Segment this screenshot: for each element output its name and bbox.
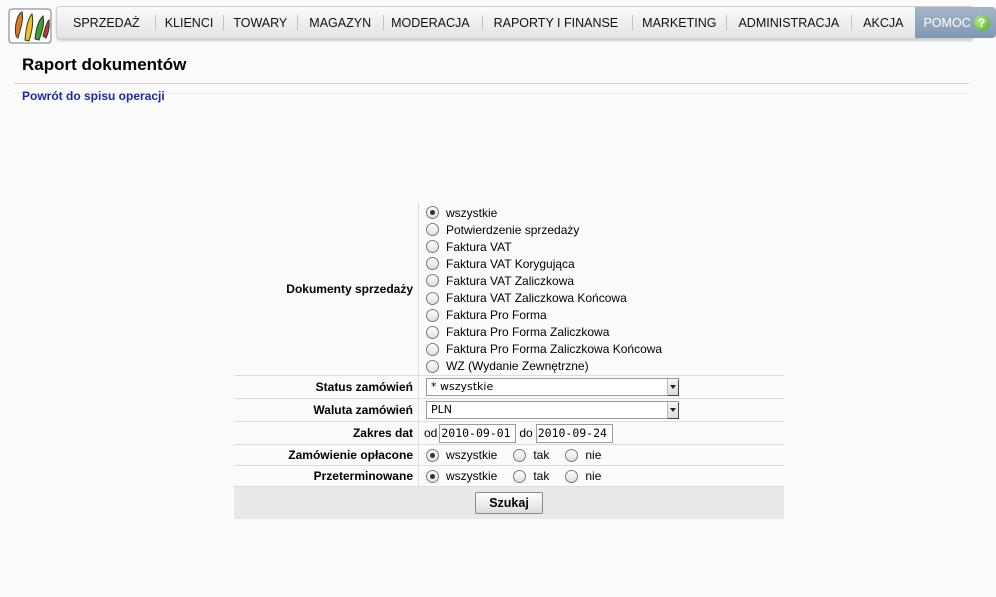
sales-doc-option[interactable] — [426, 221, 662, 238]
nav-item-marketing[interactable]: MARKETING — [632, 7, 726, 38]
nav-item-magazyn[interactable]: MAGAZYN — [297, 7, 383, 38]
sales-docs-radio-group — [426, 203, 662, 375]
radio-label: wszystkie — [446, 469, 498, 483]
radio-label: wszystkie — [446, 448, 498, 462]
sales-doc-option[interactable] — [426, 307, 662, 324]
sales-doc-option[interactable] — [426, 324, 662, 341]
question-mark-icon: ? — [974, 15, 990, 31]
paid-option[interactable] — [565, 448, 601, 462]
main-nav — [56, 6, 986, 39]
radio-label: Faktura VAT Zaliczkowa — [446, 273, 575, 288]
order-currency-select[interactable] — [426, 401, 679, 419]
date-from-label: od — [424, 426, 438, 440]
sales-doc-option[interactable] — [426, 358, 662, 375]
radio-label: Faktura Pro Forma — [446, 308, 547, 323]
radio-button[interactable] — [565, 470, 578, 483]
nav-item-moderacja[interactable]: MODERACJA — [383, 7, 481, 38]
order-currency-label: Waluta zamówień — [234, 399, 419, 421]
radio-button[interactable] — [426, 206, 439, 219]
radio-button[interactable] — [426, 240, 439, 253]
sales-doc-option[interactable] — [426, 290, 662, 307]
radio-button[interactable] — [426, 257, 439, 270]
nav-item-klienci[interactable]: KLIENCI — [155, 7, 224, 38]
nav-help-label: POMOC — [923, 15, 971, 30]
sales-docs-label: Dokumenty sprzedaży — [234, 203, 419, 375]
nav-item-raporty-i-finanse[interactable]: RAPORTY I FINANSE — [482, 7, 633, 38]
nav-item-administracja[interactable]: ADMINISTRACJA — [726, 7, 851, 38]
radio-button[interactable] — [513, 470, 526, 483]
sales-doc-option[interactable] — [426, 255, 662, 272]
date-to-label: do — [519, 426, 533, 440]
order-status-label: Status zamówień — [234, 376, 419, 398]
search-button[interactable]: Szukaj — [475, 492, 543, 514]
submit-row — [234, 486, 784, 519]
nav-item-sprzedaz[interactable]: SPRZEDAŻ — [73, 15, 140, 30]
report-form — [234, 203, 784, 519]
paid-radio-group — [419, 445, 784, 465]
overdue-option[interactable] — [426, 469, 497, 483]
sales-doc-option[interactable] — [426, 238, 662, 255]
date-to-input[interactable]: 2010-09-24 — [536, 424, 613, 443]
nav-item-akcja[interactable]: AKCJA — [851, 7, 915, 38]
radio-button[interactable] — [426, 274, 439, 287]
overdue-label: Przeterminowane — [234, 466, 419, 486]
date-range-label: Zakres dat — [234, 422, 419, 444]
radio-label: tak — [533, 469, 550, 483]
radio-label: Faktura VAT — [446, 239, 512, 254]
order-status-select[interactable] — [426, 378, 679, 396]
overdue-option[interactable] — [513, 469, 549, 483]
sales-doc-option[interactable] — [426, 204, 662, 221]
nav-item-towary[interactable]: TOWARY — [223, 7, 297, 38]
chevron-down-icon — [667, 379, 678, 395]
order-status-value: * wszystkie — [431, 380, 494, 393]
radio-label: Potwierdzenie sprzedaży — [446, 222, 580, 237]
overdue-radio-group — [419, 466, 784, 486]
chevron-down-icon — [667, 402, 678, 418]
radio-label: nie — [585, 448, 602, 462]
radio-label: Faktura Pro Forma Zaliczkowa Końcowa — [446, 342, 663, 357]
radio-button[interactable] — [565, 449, 578, 462]
paid-option[interactable] — [513, 448, 549, 462]
radio-button[interactable] — [426, 470, 439, 483]
radio-label: nie — [585, 469, 602, 483]
radio-button[interactable] — [426, 223, 439, 236]
order-currency-value: PLN — [431, 403, 452, 416]
radio-label: wszystkie — [446, 205, 498, 220]
radio-label: Faktura Pro Forma Zaliczkowa — [446, 325, 610, 340]
radio-label: WZ (Wydanie Zewnętrzne) — [446, 359, 589, 374]
radio-button[interactable] — [426, 326, 439, 339]
radio-label: tak — [533, 448, 550, 462]
radio-button[interactable] — [513, 449, 526, 462]
title-divider — [14, 83, 969, 84]
sales-doc-option[interactable] — [426, 272, 662, 289]
radio-button[interactable] — [426, 292, 439, 305]
paid-label: Zamówienie opłacone — [234, 445, 419, 465]
sales-doc-option[interactable] — [426, 341, 662, 358]
radio-button[interactable] — [426, 343, 439, 356]
radio-button[interactable] — [426, 360, 439, 373]
radio-label: Faktura VAT Korygująca — [446, 256, 575, 271]
page-title: Raport dokumentów — [22, 55, 187, 74]
nav-help-button[interactable] — [915, 7, 995, 38]
app-logo-icon[interactable] — [8, 6, 54, 46]
back-to-operations-link[interactable]: Powrót do spisu operacji — [22, 89, 165, 103]
paid-option[interactable] — [426, 448, 497, 462]
radio-button[interactable] — [426, 449, 439, 462]
date-from-input[interactable]: 2010-09-01 — [439, 424, 516, 443]
radio-button[interactable] — [426, 309, 439, 322]
radio-label: Faktura VAT Zaliczkowa Końcowa — [446, 291, 627, 306]
overdue-option[interactable] — [565, 469, 601, 483]
